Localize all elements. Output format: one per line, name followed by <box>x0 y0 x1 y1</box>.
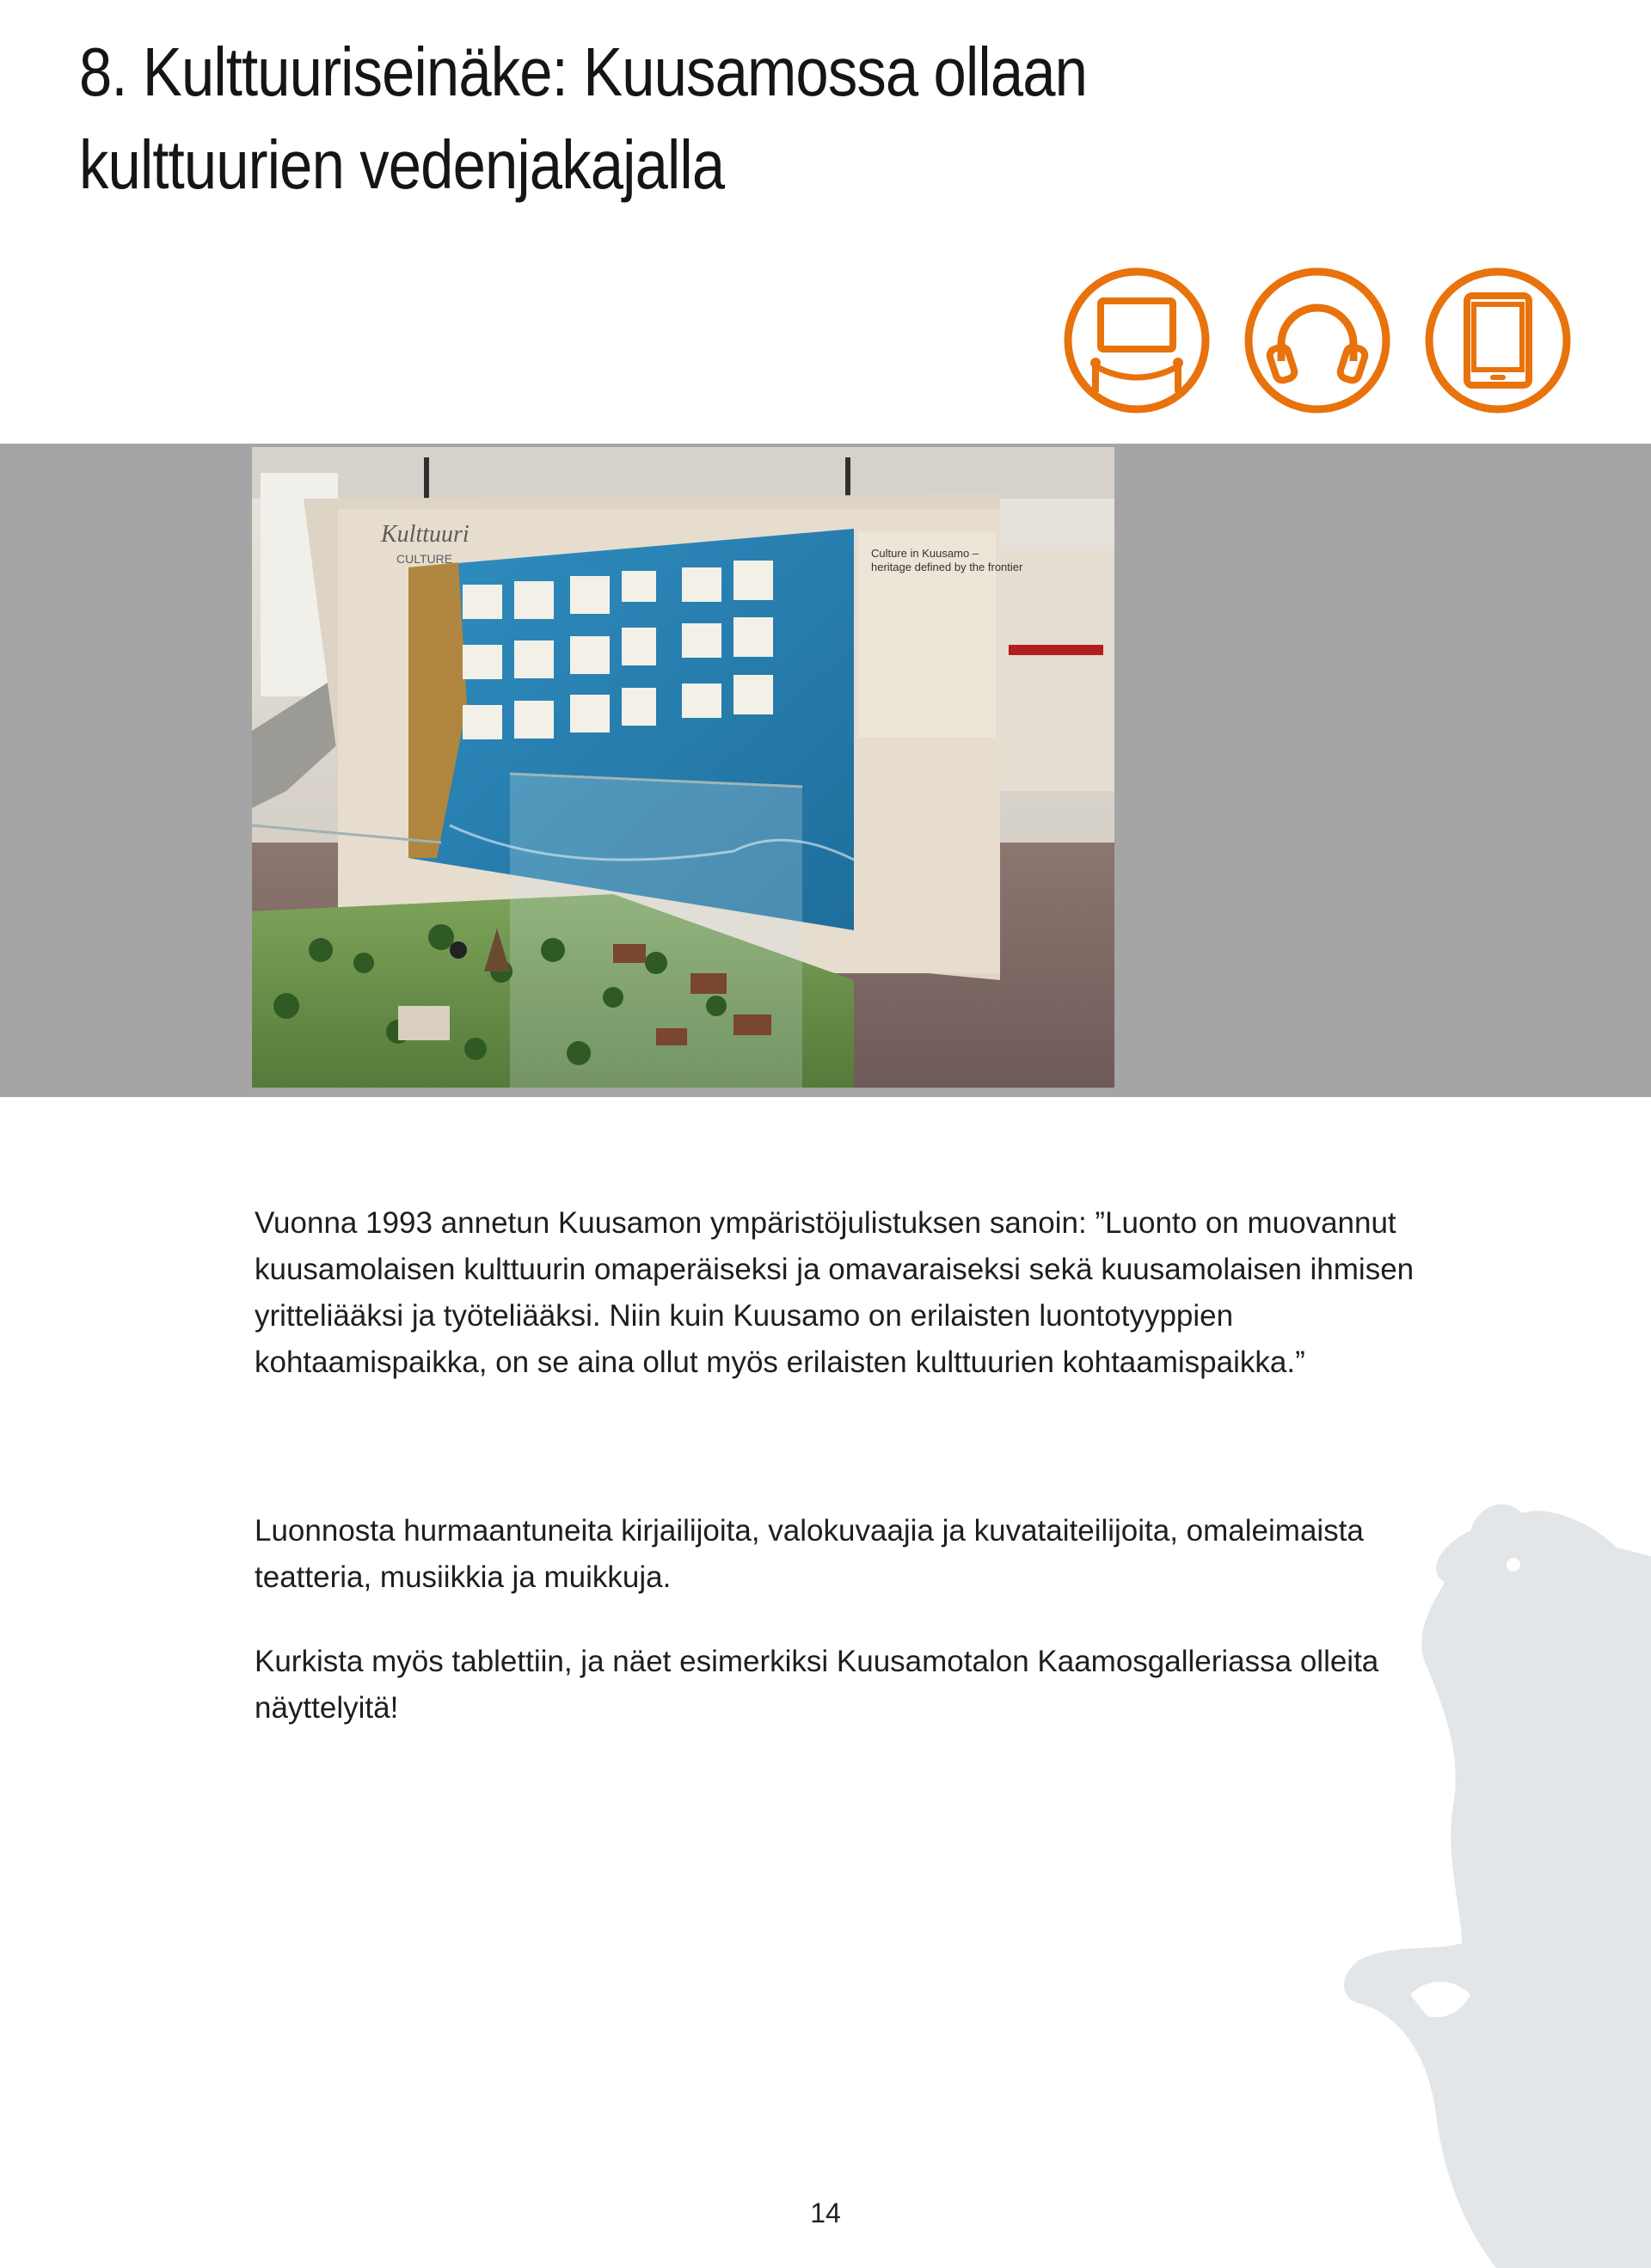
info-panel-title: Culture in Kuusamo – heritage defined by the frontier <box>871 547 1023 573</box>
paragraph-tablet: Kurkista myös tablettiin, ja näet esimerkiksi Kuusamotalon Kaamosgalleriassa olleita näyttelyitä! <box>255 1645 1379 1725</box>
paragraph-quote: Vuonna 1993 annetun Kuusamon ympäristöjulistuksen sanoin: ”Luonto on muovannut kuusamolaisen kulttuurin omaperäiseksi ja omavaraiseksi sekä kuusamolaisen ihmisen yritteliääksi ja työteliääksi. Niin kuin Kuusamo on erilaisten luontotyyppien kohtaamispaikka, on se aina ollut myös erilaisten kulttuurien kohtaamispaikka.” <box>255 1206 1415 1379</box>
exhibit-display-icon <box>1061 265 1212 416</box>
feature-icons <box>1061 265 1574 416</box>
page-title: 8. Kulttuuriseinäke: Kuusamossa ollaan kulttuurien vedenjakajalla <box>79 34 1088 203</box>
page-number: 14 <box>810 2198 841 2228</box>
exhibit-photo <box>252 447 1114 1088</box>
headphones-icon <box>1242 265 1393 416</box>
paragraph-artists: Luonnosta hurmaantuneita kirjailijoita, valokuvaajia ja kuvataiteilijoita, omaleimaista teatteria, musiikkia ja muikkuja. <box>255 1514 1364 1594</box>
tablet-icon <box>1422 265 1574 416</box>
wall-subtitle: CULTURE <box>396 552 453 566</box>
wall-title: Kulttuuri <box>381 521 470 548</box>
bear-silhouette <box>1341 1496 1651 2268</box>
